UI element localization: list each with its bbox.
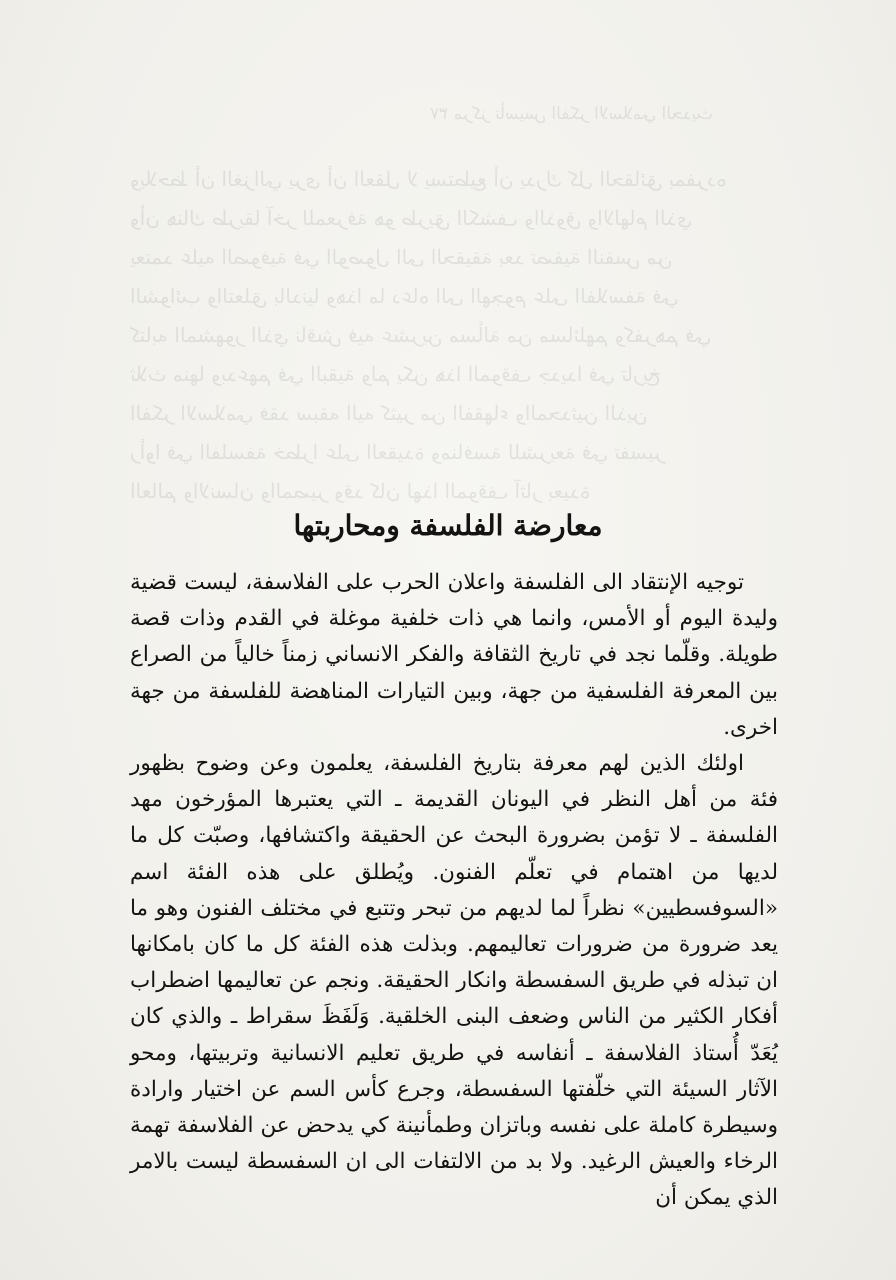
show-through-line: ويلاحظ أن الغزالي يرى أن العقل لا يستطيع أن يدرك كل الحقائق بمفرده: [130, 167, 727, 191]
show-through-line: وأن هناك طريقا آخر للمعرفة هو طريق الكشف والذوق والالهام الذي: [130, 206, 693, 230]
show-through-header: ٣٧ مركز تأسيس الفكر الاسلامي الحديث: [430, 104, 713, 124]
body-text: [130, 565, 778, 1217]
show-through-line: الشوائب والتعلق بالدنيا وهذا ما دعاه الى الهجوم على الفلاسفة في: [130, 284, 679, 308]
paragraph: توجيه الإنتقاد الى الفلسفة واعلان الحرب على الفلاسفة، ليست قضية وليدة اليوم أو الأمس، وانما هي ذات خلفية موغلة في القدم وذات قصة طويلة. وقلّما نجد في تاريخ الثقافة والفكر الانساني زمناً خالياً من الصراع بين المعرفة الفلسفية من جهة، وبين التيارات المناهضة للفلسفة من جهة اخرى.: [130, 570, 778, 740]
show-through-line: رأوا في الفلسفة خطرا على العقيدة ومنافسة للشريعة في تفسير: [130, 440, 665, 464]
show-through-line: الفكر الاسلامي فقد سبقه اليه كثير من الفقهاء والمحدثين الذين: [130, 401, 648, 425]
section-title: معارضة الفلسفة ومحاربتها: [293, 508, 603, 542]
show-through-line: كتابه المشهور الذي ناقش فيه عشرين مسألة من مسائلهم وكفرهم في: [130, 323, 712, 347]
show-through-line: العالم والانسان والمصير وقد كان لهذا الموقف آثار بعيدة: [130, 479, 591, 503]
show-through-line: يعتمد عليه الصوفية في الوصول الى الحقيقة بعد تصفية النفس من: [130, 245, 673, 269]
paragraph: اولئك الذين لهم معرفة بتاريخ الفلسفة، يعلمون وعن وضوح بظهور فئة من أهل النظر في اليونان القديمة ـ التي يعتبرها المؤرخون مهد الفلسفة ـ لا تؤمن بضرورة البحث عن الحقيقة واكتشافها، وصبّت كل ما لديها من اهتمام في تعلّم الفنون. ويُطلق على هذه الفئة اسم «السوفسطيين» نظراً لما لديهم من تبحر وتتبع في مختلف الفنون وهو ما يعد ضرورة من ضرورات تعاليمهم. وبذلت هذه الفئة كل ما كان بامكانها ان تبذله في طريق السفسطة وانكار الحقيقة. ونجم عن تعاليمها اضطراب أفكار الكثير من الناس وضعف البنى الخلقية. وَلَفَظَ سقراط ـ والذي كان يُعَدّ أُستاذ الفلاسفة ـ أنفاسه في طريق تعليم الانسانية وتربيتها، ومحو الآثار السيئة التي خلّفتها السفسطة، وجرع كأس السم عن اختيار وارادة وسيطرة كاملة على نفسه وباتزان وطمأنينة كي يدحض عن الفلاسفة تهمة الرخاء والعيش الرغيد. ولا بد من الالتفات الى ان السفسطة ليست بالامر الذي يمكن أن: [130, 751, 778, 1211]
show-through-line: ثلاث منها وبدعهم في البقية ولم يكن هذا الموقف جديدا في تاريخ: [130, 362, 662, 386]
